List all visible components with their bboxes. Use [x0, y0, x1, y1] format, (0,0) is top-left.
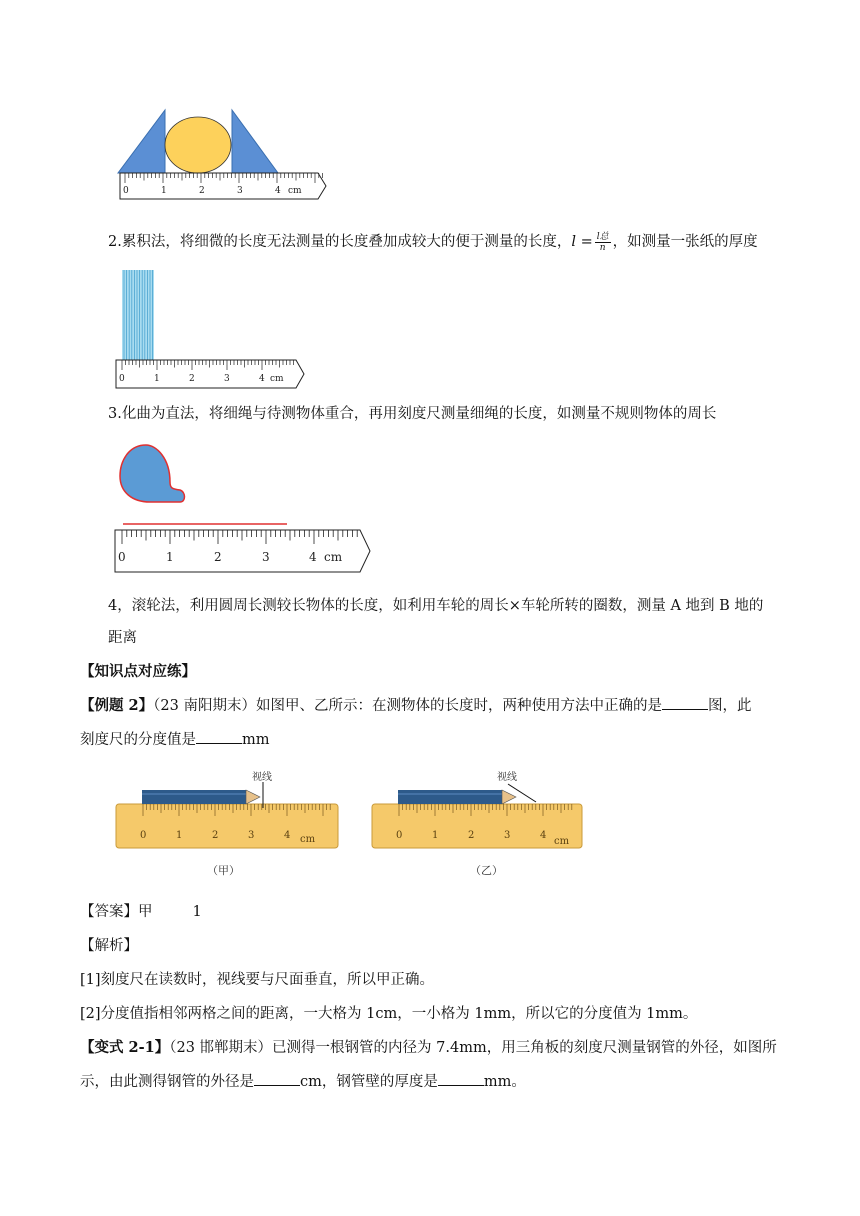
tick-label: 0	[118, 550, 126, 564]
sight-line	[508, 784, 536, 802]
paragraph-curve-to-line: 3.化曲为直法，将细绳与待测物体重合，再用刻度尺测量细绳的长度，如测量不规则物体的周长	[108, 406, 717, 422]
caption-jia: （甲）	[207, 864, 240, 877]
example-text-tail: 图，此	[707, 698, 752, 714]
tick-label: 1	[154, 374, 160, 384]
tick-label: 1	[166, 550, 174, 564]
variant-line1	[80, 1032, 780, 1064]
tick-label: 0	[396, 830, 403, 841]
right-triangle	[232, 110, 278, 173]
unit-label: cm	[270, 374, 284, 384]
variant-line2	[80, 1066, 780, 1098]
sight-label: 视线	[252, 772, 272, 783]
example-tag: 【例题 2】	[80, 697, 154, 714]
tick-label: 2	[199, 186, 205, 196]
figure-triangles-ellipse	[110, 105, 330, 205]
unit-label: cm	[288, 186, 302, 196]
analysis-label: 【解析】	[80, 938, 138, 954]
variant-text: cm，钢管壁的厚度是	[300, 1074, 438, 1090]
tick-label: 0	[123, 186, 129, 196]
unit-label: cm	[554, 836, 570, 847]
example-unit: mm	[242, 732, 270, 748]
tick-label: 3	[224, 374, 230, 384]
tick-label: 4	[309, 550, 317, 564]
tick-label: 4	[275, 186, 281, 196]
irregular-blob	[120, 445, 185, 502]
tick-label: 2	[212, 830, 219, 841]
variant-text: （23 邯郸期末）已测得一根钢管的内径为 7.4mm，用三角板的刻度尺测量钢管的外径，如图所	[169, 1040, 777, 1056]
tick-label: 3	[248, 830, 255, 841]
tick-label: 1	[176, 830, 183, 841]
tick-label: 0	[119, 374, 125, 384]
tick-label: 3	[504, 830, 511, 841]
para2-text: 2.累积法，将细微的长度无法测量的长度叠加成较大的便于测量的长度，	[108, 234, 572, 250]
analysis-line-2: [2]分度值指相邻两格之间的距离，一大格为 1cm，一小格为 1mm，所以它的分度值为 1mm。	[80, 1006, 698, 1022]
formula-lhs: l =	[571, 234, 593, 250]
variant-text: 示，由此测得钢管的外径是	[80, 1074, 254, 1090]
figure-irregular-object	[110, 440, 380, 580]
analysis-line-1: [1]刻度尺在读数时，视线要与尺面垂直，所以甲正确。	[80, 972, 435, 988]
formula-denominator: n	[599, 242, 606, 253]
pencil	[398, 790, 502, 804]
example-text: 刻度尺的分度值是	[80, 732, 196, 748]
ruler-yi	[372, 770, 582, 848]
answer-line	[80, 896, 780, 928]
pencil-tip	[246, 790, 260, 804]
formula-numerator: l总	[596, 231, 609, 242]
answer-value: 1	[192, 904, 202, 920]
tick-label: 4	[540, 830, 547, 841]
caption-yi: （乙）	[470, 864, 503, 877]
unit-label: cm	[300, 834, 316, 845]
section-heading: 【知识点对应练】	[80, 663, 196, 680]
tick-label: 2	[468, 830, 475, 841]
ellipse-object	[165, 117, 231, 173]
tick-label: 4	[284, 830, 291, 841]
tick-label: 4	[259, 374, 265, 384]
example-2-line2	[80, 724, 780, 756]
left-triangle	[118, 110, 165, 173]
pencil	[142, 790, 246, 804]
example-2-line1	[80, 690, 780, 722]
paragraph-accumulation	[108, 226, 808, 258]
example-text: （23 南阳期末）如图甲、乙所示：在测物体的长度时，两种使用方法中正确的是	[153, 698, 662, 714]
tick-label: 2	[189, 374, 195, 384]
formula-fraction	[595, 232, 611, 253]
variant-text: mm。	[483, 1074, 526, 1090]
tick-label: 1	[161, 186, 167, 196]
para2-tail: ，如测量一张纸的厚度	[612, 234, 758, 250]
tick-label: 1	[432, 830, 439, 841]
variant-tag: 【变式 2-1】	[80, 1039, 170, 1056]
answer-blank[interactable]	[438, 1071, 484, 1086]
sight-label: 视线	[497, 772, 517, 783]
unit-label: cm	[324, 550, 343, 564]
tick-label: 3	[262, 550, 270, 564]
paragraph-wheel-method-cont: 距离	[108, 630, 137, 646]
ruler-jia	[116, 770, 338, 848]
tick-label: 3	[237, 186, 243, 196]
paragraph-wheel-method: 4，滚轮法，利用圆周长测较长物体的长度，如利用车轮的周长×车轮所转的圈数，测量 A 地到 B 地的	[108, 598, 764, 614]
answer-blank[interactable]	[662, 695, 708, 710]
answer-blank[interactable]	[196, 729, 242, 744]
answer-blank[interactable]	[254, 1071, 300, 1086]
figure-paper-stack	[112, 268, 312, 392]
answer-label: 【答案】甲	[80, 904, 153, 920]
pencil-tip	[502, 790, 516, 804]
figure-pencil-rulers	[112, 766, 592, 884]
tick-label: 0	[140, 830, 147, 841]
tick-label: 2	[214, 550, 222, 564]
